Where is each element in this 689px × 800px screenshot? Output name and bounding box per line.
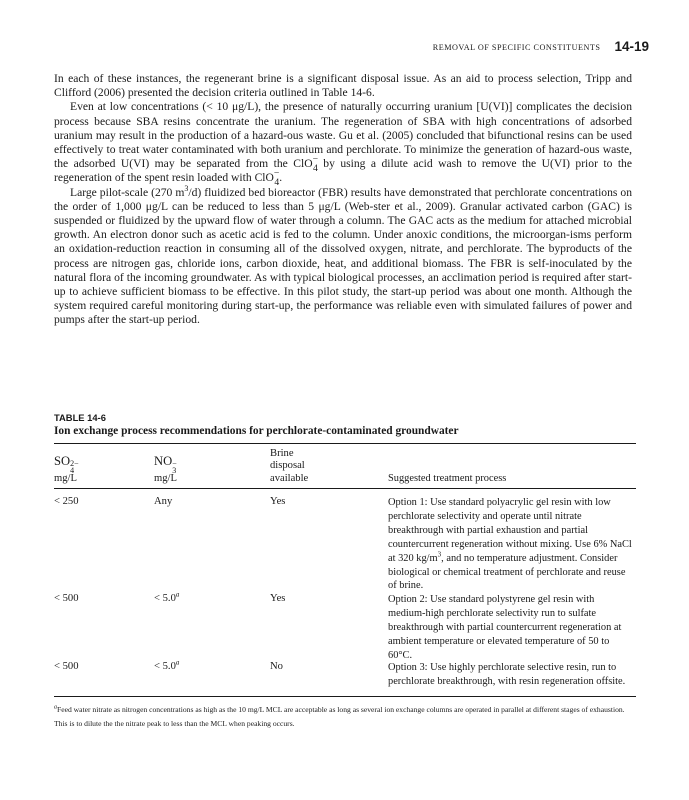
table-row-3-nitrate: < 5.0$^a$ (154, 658, 180, 672)
table-top-rule (54, 443, 636, 444)
table-label: TABLE 14-6 (54, 412, 106, 423)
header-sulfate: SO 2− 4 (54, 454, 79, 475)
table-row-1-brine: Yes (270, 496, 286, 507)
table-row-1-nitrate: Any (154, 496, 173, 507)
table-row-1-sulfate: < 250 (54, 496, 79, 507)
page-number: 14-19 (614, 39, 649, 54)
paragraph-1: In each of these instances, the regenerant brine is a significant disposal issue. As an aid to process selection, Tripp and Clifford (2006) presented the decision criteria outlined in Table 14-6. (54, 72, 632, 100)
table-row-2-sulfate: < 500 (54, 593, 79, 604)
paragraph-2: Even at low concentrations (< 10 μg/L), the presence of naturally occurring uranium [U(VI)] complicates the decision process because SBA resins concentrate the uranium. The regeneration of SBA with high concentrations of adsorbed uranium may result in the production of a hazard-ous waste. Gu et al. (2005) concluded that bifunctional resins can be used effectively to treat water contaminated with both uranium and perchlorate. To minimize the generation of hazard-ous waste, the adsorbed U(VI) may be separated from the ClO−$_4$ by using a dilute acid wash to remove the U(VI) prior to the regeneration of the spent resin loaded with ClO−$_4$. (54, 100, 632, 188)
table-title: Ion exchange process recommendations for perchlorate-contaminated groundwater (54, 425, 459, 437)
table-row-1-process: Option 1: Use standard polyacrylic gel resin with low perchlorate selectivity and operate until nitrate breakthrough with partial exhaustion and partial countercurrent regeneration without mixing. Use 6% NaCl at 320 $kg/m^3$, and no temperature adjustment. Consider biological or chemical treatment of perchlorate and reuse of brine. (388, 497, 632, 592)
paragraph-3: Large pilot-scale (270 $m^3/d$) fluidized bed bioreactor (FBR) results have demonstrated that perchlorate concentrations on the order of 1,000 μg/L can be reduced to less than 5 μg/L (Web-ster et al., 2009). Granular activated carbon (GAC) is suspended or fluidized by the upward flow of water through a column. The GAC acts as the medium for attached microbial growth. An electron donor such as acetic acid is fed to the column. Under anoxic conditions, the microorgan-isms perform an oxidation-reduction reaction in consuming all of the dissolved oxygen, nitrate, and perchlorate. The byproducts of the process are nitrogen gas, chloride ions, carbon dioxide, heat, and additional biomass. The FBR is self-inoculated by the natural flora of the incoming groundwater. As with typical biological processes, an acclimation period is required after start-up to achieve sufficient biomass to be effective. In this pilot study, the start-up period was about one month. Although the system required careful monitoring during start-up, the performance was reliable even with simulated failures of power and pumps after the start-up period. (54, 183, 632, 327)
table-row-3-brine: No (270, 661, 283, 672)
table-bottom-rule (54, 696, 636, 697)
page-header (433, 39, 649, 54)
header-nitrate: NO − 3 (154, 454, 177, 475)
header-process: Suggested treatment process (388, 473, 507, 484)
header-brine: Brine disposal available (270, 448, 309, 484)
table-row-2-brine: Yes (270, 593, 286, 604)
table-row-2-nitrate: < 5.0$^a$ (154, 590, 180, 604)
header-nitrate-unit: mg/L (154, 473, 177, 484)
running-title: REMOVAL OF SPECIFIC CONSTITUENTS (432, 43, 601, 52)
table-row-3-process: Option 3: Use highly perchlorate selective resin, run to perchlorate breakthrough, with resin regeneration offsite. (388, 662, 626, 687)
table-header-rule (54, 488, 636, 489)
table-footnote: $^a$Feed water nitrate as nitrogen concentrations as high as the 10 mg/L MCL are acceptable as long as several ion exchange columns are operated in parallel at different stages of exhaustion. This is to dilute the the nitrate peak to less than the MCL when peaking occurs. (54, 704, 625, 728)
header-sulfate-unit: mg/L (54, 473, 77, 484)
table-row-2-process: Option 2: Use standard polystyrene gel resin with medium-high perchlorate selectivity run to sulfate breakthrough with partial countercurrent regeneration at ambient temperature or elevated temperature of 50 to 60°C. (388, 594, 622, 661)
body-text (54, 72, 632, 328)
table-row-3-sulfate: < 500 (54, 661, 79, 672)
